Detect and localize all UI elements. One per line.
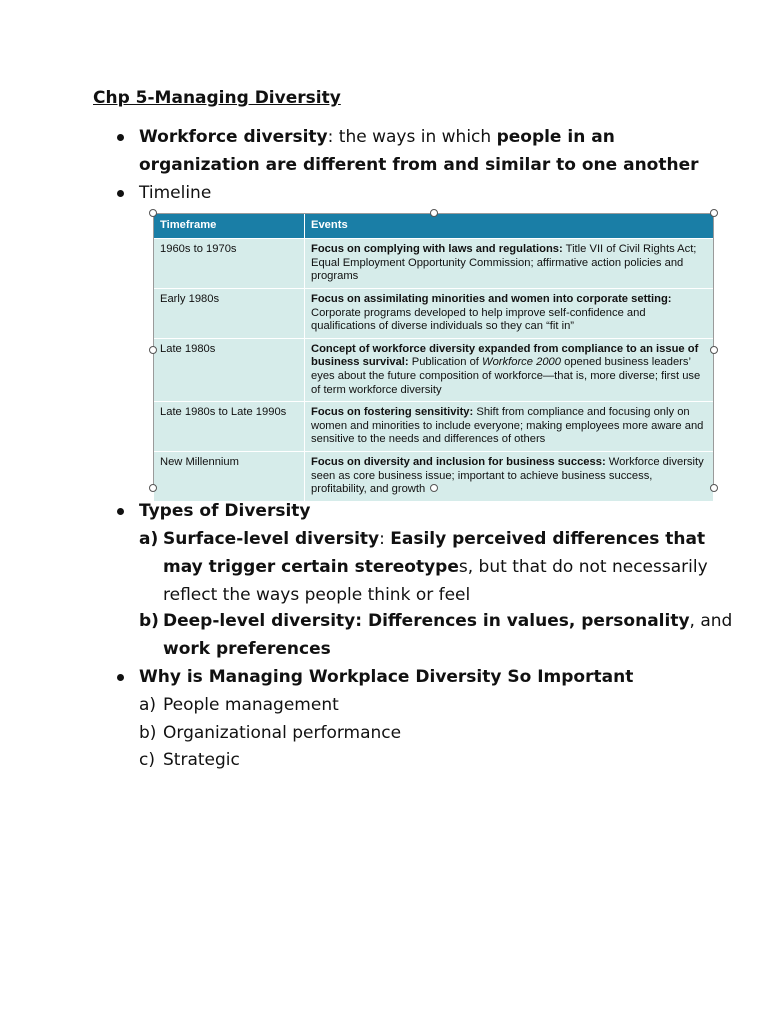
table-header-row [154, 214, 713, 239]
workforce-diversity-line-1 [139, 126, 615, 148]
table-row [154, 451, 713, 500]
type-a-marker: a) [139, 529, 159, 549]
reason-strategic: Strategic [163, 750, 240, 770]
bullet-types-of-diversity [117, 508, 124, 515]
reason-people-management: People management [163, 695, 339, 715]
table-row [154, 402, 713, 452]
page-title: Chp 5-Managing Diversity [93, 88, 341, 108]
resize-handle-top-right[interactable] [710, 209, 718, 217]
type-b-marker: b) [139, 611, 159, 631]
events-cell [305, 402, 714, 452]
events-cell [305, 451, 714, 500]
bullet-why-important [117, 674, 124, 681]
resize-handle-bottom-left[interactable] [149, 484, 157, 492]
surface-level-colon: : [379, 529, 391, 549]
deep-level-work-preferences: work preferences [163, 639, 331, 659]
why-important-text: Why is Managing Workplace Diversity So Important [139, 667, 634, 687]
reason-a-label: a) [139, 695, 157, 715]
surface-level-rest: s, but that do not necessarily [458, 557, 708, 577]
event-text: Workforce diversity seen as core business issue; important to achieve business success, profitability, and growth [311, 455, 704, 496]
event-lead: Focus on fostering sensitivity: [311, 406, 474, 419]
event-text: Corporate programs developed to help improve self-confidence and qualifications of diverse individuals so they can “fit in” [311, 306, 646, 333]
event-lead: Focus on diversity and inclusion for business success: [311, 455, 606, 468]
surface-level-line-1 [163, 528, 705, 550]
surface-level-line-3: reflect the ways people think or feel [163, 585, 471, 605]
resize-handle-top-left[interactable] [149, 209, 157, 217]
bullet-timeline [117, 190, 124, 197]
deep-level-rest: , and [689, 611, 733, 631]
timeframe-cell: Late 1980s [154, 338, 305, 401]
workforce-diversity-line-2 [139, 154, 699, 176]
type-a-label [139, 528, 158, 550]
type-b-label [139, 610, 159, 632]
event-lead: Focus on complying with laws and regulations: [311, 243, 563, 255]
surface-level-definition-2: may trigger certain stereotype [163, 557, 459, 577]
timeframe-cell: Late 1980s to Late 1990s [154, 402, 305, 452]
timeframe-cell: New Millennium [154, 451, 305, 500]
bullet-workforce-diversity [117, 134, 124, 141]
resize-handle-bottom-right[interactable] [710, 484, 718, 492]
table-row [154, 239, 713, 289]
types-of-diversity-heading [139, 500, 310, 522]
event-lead: Focus on assimilating minorities and women into corporate setting: [311, 293, 672, 305]
resize-handle-middle-right[interactable] [710, 346, 718, 354]
workforce-diversity-bold-1: people in an [496, 127, 615, 147]
resize-handle-top-center[interactable] [430, 209, 438, 217]
event-lead: Concept of workforce diversity expanded from compliance to an issue of business survival: [311, 342, 699, 369]
deep-level-line-1 [163, 610, 732, 632]
events-cell [305, 239, 714, 289]
timeframe-cell: 1960s to 1970s [154, 239, 305, 289]
events-cell [305, 289, 714, 339]
reason-b-label: b) [139, 723, 157, 743]
types-of-diversity-text: Types of Diversity [139, 501, 311, 521]
table-row [154, 289, 713, 339]
events-cell [305, 338, 714, 401]
timeframe-cell: Early 1980s [154, 289, 305, 339]
surface-level-line-2 [163, 556, 708, 578]
event-text: Title VII of Civil Rights Act; Equal Employment Opportunity Commission; affirmative action policies and programs [311, 243, 697, 283]
workforce-diversity-mid: : the ways in which [327, 127, 497, 147]
event-text-pre: Publication of [408, 356, 483, 369]
header-events: Events [305, 214, 714, 239]
resize-handle-middle-left[interactable] [149, 346, 157, 354]
resize-handle-bottom-center[interactable] [430, 484, 438, 492]
deep-level-definition: Deep-level diversity: Differences in values, personality [163, 611, 690, 631]
surface-level-definition-1: Easily perceived differences that [390, 529, 706, 549]
event-text: Shift from compliance and focusing only on women and minorities to include everyone; making employees more aware and sensitive to the needs and differences of others [311, 406, 704, 446]
header-timeframe: Timeframe [154, 214, 305, 239]
workforce-diversity-term: Workforce diversity [139, 127, 328, 147]
table-row [154, 338, 713, 401]
timeline-label: Timeline [139, 183, 212, 203]
why-important-heading [139, 666, 633, 688]
timeline-table-image[interactable] [153, 213, 714, 496]
surface-level-term: Surface-level diversity [163, 529, 380, 549]
reason-organizational-performance: Organizational performance [163, 723, 402, 743]
timeline-table [154, 214, 713, 501]
deep-level-line-2 [163, 638, 331, 660]
event-italic-title: Workforce 2000 [482, 356, 561, 369]
reason-c-label: c) [139, 750, 155, 770]
event-text: opened business leaders’ eyes about the future composition of workforce—that is, more diverse; first use of term workforce diversity [311, 356, 701, 396]
workforce-diversity-bold-2: organization are different from and similar to one another [139, 155, 699, 175]
